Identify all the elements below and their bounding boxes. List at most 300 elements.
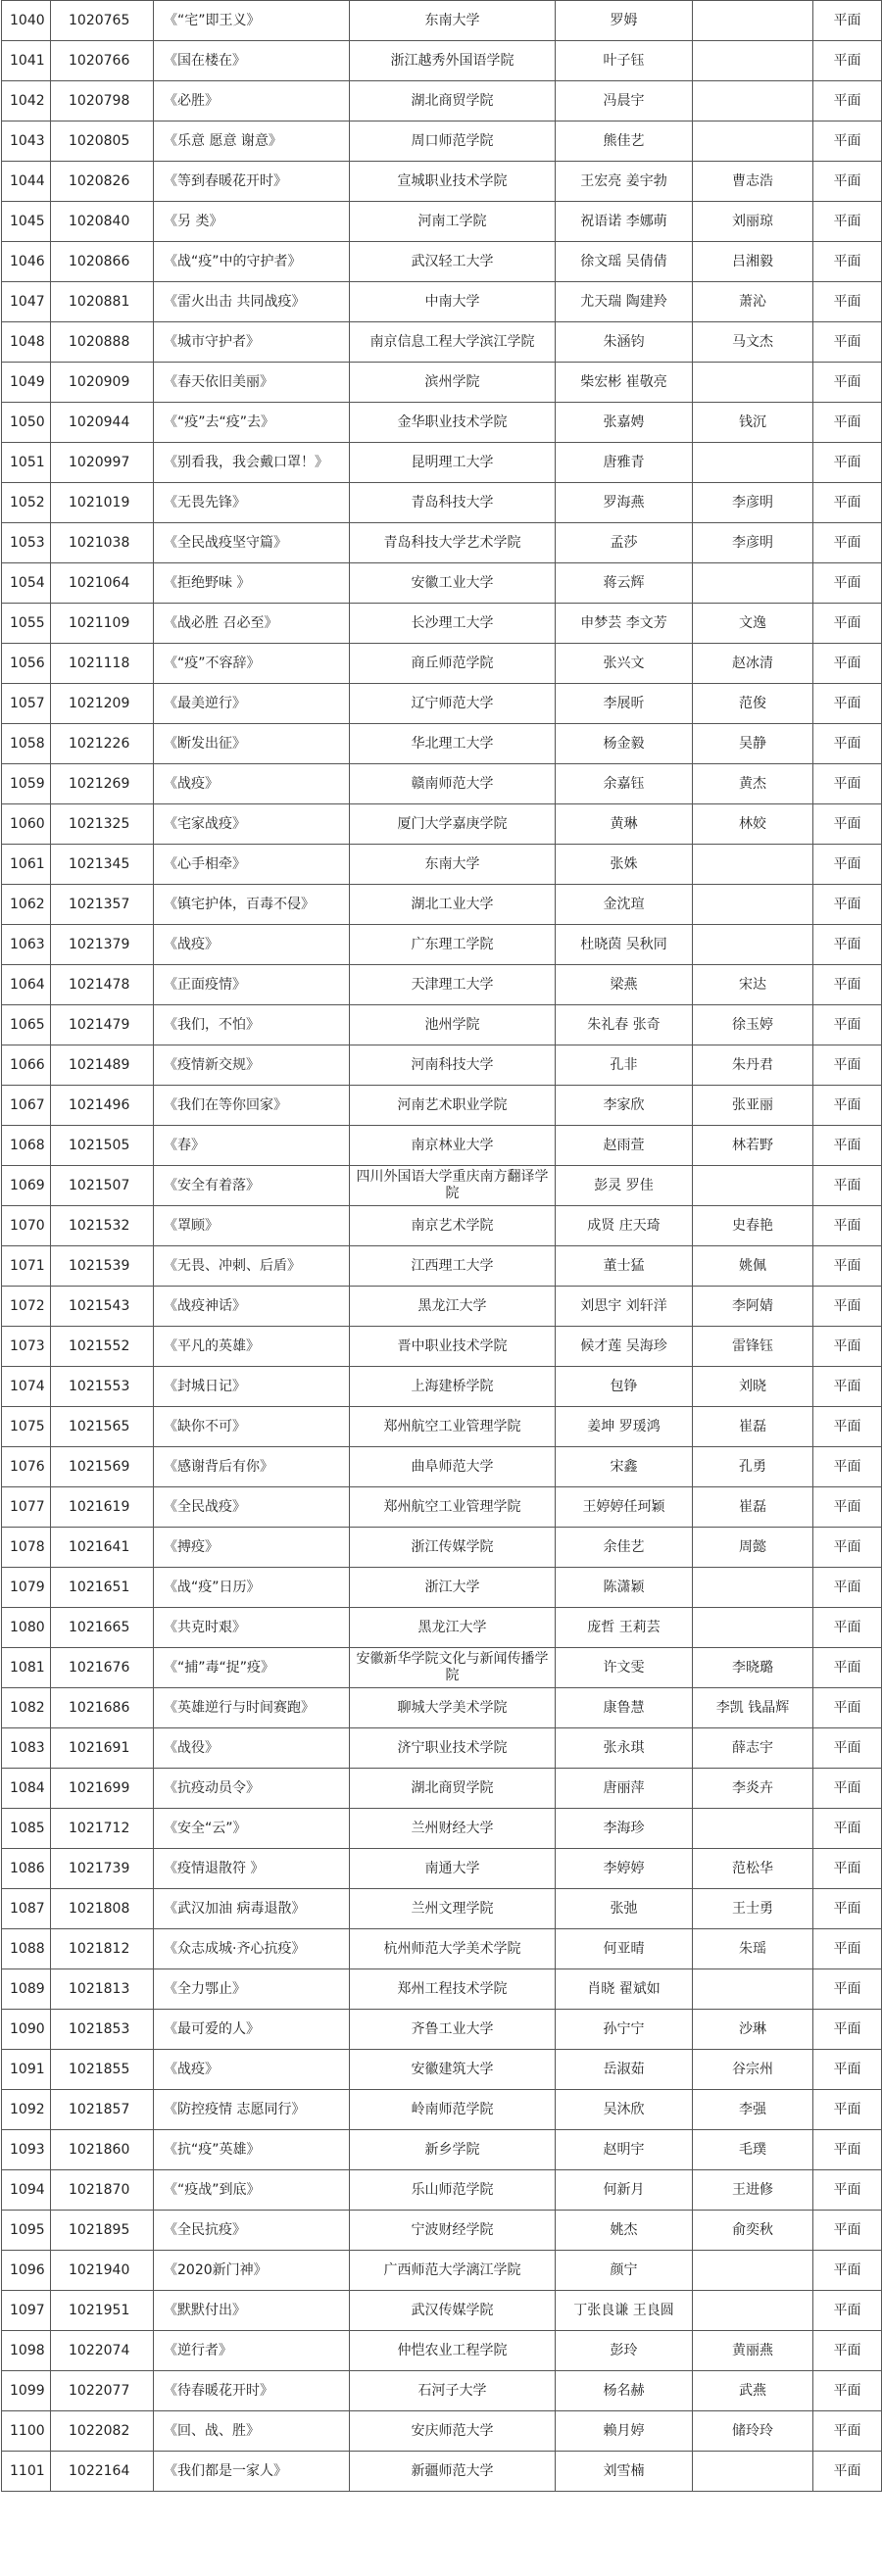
award-table [1, 0, 882, 2492]
cell-school: 乐山师范学院 [350, 2170, 556, 2211]
table-row [2, 1367, 882, 1407]
cell-advisor [693, 81, 813, 122]
cell-author: 包铮 [556, 1367, 693, 1407]
cell-idx: 1082 [2, 1688, 51, 1728]
cell-category: 平面 [813, 282, 882, 322]
cell-ttl: 《回、战、胜》 [154, 2411, 350, 2452]
cell-category: 平面 [813, 1005, 882, 1045]
cell-author: 孟莎 [556, 523, 693, 563]
table-row [2, 1929, 882, 1969]
cell-advisor [693, 1809, 813, 1849]
cell-code: 1021539 [51, 1246, 154, 1287]
cell-category: 平面 [813, 644, 882, 684]
cell-code: 1021209 [51, 684, 154, 724]
cell-category: 平面 [813, 1166, 882, 1206]
cell-ttl: 《最美逆行》 [154, 684, 350, 724]
cell-idx: 1096 [2, 2251, 51, 2291]
cell-school: 东南大学 [350, 1, 556, 41]
cell-category: 平面 [813, 403, 882, 443]
cell-category: 平面 [813, 604, 882, 644]
cell-idx: 1050 [2, 403, 51, 443]
table-row [2, 2170, 882, 2211]
cell-ttl: 《抗疫动员令》 [154, 1769, 350, 1809]
cell-code: 1021808 [51, 1889, 154, 1929]
cell-author: 张嘉娉 [556, 403, 693, 443]
table-row [2, 1769, 882, 1809]
cell-advisor: 吕湘毅 [693, 242, 813, 282]
cell-school: 安徽工业大学 [350, 563, 556, 604]
cell-ttl: 《断发出征》 [154, 724, 350, 764]
cell-code: 1020888 [51, 322, 154, 363]
cell-ttl: 《战役》 [154, 1728, 350, 1769]
cell-code: 1021619 [51, 1487, 154, 1528]
table-row [2, 1, 882, 41]
cell-advisor: 朱丹君 [693, 1045, 813, 1086]
cell-category: 平面 [813, 2452, 882, 2492]
cell-advisor: 王进修 [693, 2170, 813, 2211]
cell-category: 平面 [813, 1246, 882, 1287]
cell-author: 许文雯 [556, 1648, 693, 1688]
cell-advisor [693, 1969, 813, 2010]
cell-advisor: 黄杰 [693, 764, 813, 804]
cell-code: 1021479 [51, 1005, 154, 1045]
cell-author: 杨名赫 [556, 2371, 693, 2411]
cell-ttl: 《安全“云”》 [154, 1809, 350, 1849]
cell-idx: 1071 [2, 1246, 51, 1287]
cell-category: 平面 [813, 443, 882, 483]
cell-school: 宁波财经学院 [350, 2211, 556, 2251]
cell-category: 平面 [813, 2090, 882, 2130]
cell-ttl: 《防控疫情 志愿同行》 [154, 2090, 350, 2130]
cell-school: 河南科技大学 [350, 1045, 556, 1086]
cell-author: 杨金毅 [556, 724, 693, 764]
cell-school: 青岛科技大学艺术学院 [350, 523, 556, 563]
cell-code: 1021855 [51, 2050, 154, 2090]
cell-idx: 1064 [2, 965, 51, 1005]
cell-idx: 1070 [2, 1206, 51, 1246]
cell-code: 1021543 [51, 1287, 154, 1327]
cell-author: 熊佳艺 [556, 122, 693, 162]
cell-code: 1021038 [51, 523, 154, 563]
cell-idx: 1051 [2, 443, 51, 483]
cell-code: 1021552 [51, 1327, 154, 1367]
cell-advisor: 孔勇 [693, 1447, 813, 1487]
cell-school: 郑州航空工业管理学院 [350, 1487, 556, 1528]
cell-ttl: 《宅家战疫》 [154, 804, 350, 845]
cell-advisor: 王士勇 [693, 1889, 813, 1929]
cell-advisor: 刘晓 [693, 1367, 813, 1407]
cell-category: 平面 [813, 1206, 882, 1246]
cell-idx: 1080 [2, 1608, 51, 1648]
cell-ttl: 《乐意 愿意 谢意》 [154, 122, 350, 162]
cell-advisor: 吴静 [693, 724, 813, 764]
cell-code: 1020840 [51, 202, 154, 242]
cell-author: 罗海燕 [556, 483, 693, 523]
cell-author: 朱礼春 张奇 [556, 1005, 693, 1045]
cell-author: 陈潇颖 [556, 1568, 693, 1608]
table-row [2, 1889, 882, 1929]
table-row [2, 804, 882, 845]
cell-school: 安庆师范大学 [350, 2411, 556, 2452]
cell-category: 平面 [813, 1648, 882, 1688]
table-row [2, 242, 882, 282]
cell-author: 庞哲 王莉芸 [556, 1608, 693, 1648]
cell-school: 东南大学 [350, 845, 556, 885]
cell-school: 湖北工业大学 [350, 885, 556, 925]
cell-code: 1020826 [51, 162, 154, 202]
cell-ttl: 《战必胜 召必至》 [154, 604, 350, 644]
cell-advisor [693, 443, 813, 483]
cell-author: 何新月 [556, 2170, 693, 2211]
table-row [2, 81, 882, 122]
cell-advisor: 马文杰 [693, 322, 813, 363]
cell-ttl: 《“疫战”到底》 [154, 2170, 350, 2211]
cell-author: 尤天瑞 陶建羚 [556, 282, 693, 322]
cell-code: 1021860 [51, 2130, 154, 2170]
cell-idx: 1052 [2, 483, 51, 523]
table-row [2, 1126, 882, 1166]
cell-author: 彭灵 罗佳 [556, 1166, 693, 1206]
cell-category: 平面 [813, 1287, 882, 1327]
cell-advisor: 崔磊 [693, 1407, 813, 1447]
cell-school: 兰州财经大学 [350, 1809, 556, 1849]
cell-ttl: 《逆行者》 [154, 2331, 350, 2371]
cell-advisor: 雷锋钰 [693, 1327, 813, 1367]
table-row [2, 2090, 882, 2130]
cell-category: 平面 [813, 1809, 882, 1849]
cell-advisor [693, 1608, 813, 1648]
cell-idx: 1056 [2, 644, 51, 684]
cell-idx: 1083 [2, 1728, 51, 1769]
cell-code: 1022164 [51, 2452, 154, 2492]
cell-code: 1021379 [51, 925, 154, 965]
cell-author: 梁燕 [556, 965, 693, 1005]
cell-school: 辽宁师范大学 [350, 684, 556, 724]
cell-advisor: 林姣 [693, 804, 813, 845]
table-row [2, 2452, 882, 2492]
cell-school: 河南艺术职业学院 [350, 1086, 556, 1126]
cell-school: 武汉传媒学院 [350, 2291, 556, 2331]
cell-idx: 1063 [2, 925, 51, 965]
table-row [2, 885, 882, 925]
cell-ttl: 《全民战疫》 [154, 1487, 350, 1528]
cell-category: 平面 [813, 202, 882, 242]
cell-category: 平面 [813, 41, 882, 81]
cell-school: 厦门大学嘉庚学院 [350, 804, 556, 845]
cell-code: 1021712 [51, 1809, 154, 1849]
cell-code: 1021853 [51, 2010, 154, 2050]
cell-school: 河南工学院 [350, 202, 556, 242]
cell-idx: 1089 [2, 1969, 51, 2010]
cell-ttl: 《心手相牵》 [154, 845, 350, 885]
cell-school: 湖北商贸学院 [350, 1769, 556, 1809]
cell-author: 李婷婷 [556, 1849, 693, 1889]
cell-ttl: 《感谢背后有你》 [154, 1447, 350, 1487]
cell-idx: 1062 [2, 885, 51, 925]
cell-author: 董士猛 [556, 1246, 693, 1287]
cell-advisor: 林若野 [693, 1126, 813, 1166]
cell-idx: 1055 [2, 604, 51, 644]
cell-code: 1020881 [51, 282, 154, 322]
cell-author: 丁张良谦 王良圆 [556, 2291, 693, 2331]
cell-ttl: 《“宅”即王义》 [154, 1, 350, 41]
table-row [2, 2130, 882, 2170]
table-row [2, 604, 882, 644]
cell-school: 南京信息工程大学滨江学院 [350, 322, 556, 363]
cell-advisor: 薛志宇 [693, 1728, 813, 1769]
cell-school: 曲阜师范大学 [350, 1447, 556, 1487]
cell-code: 1021812 [51, 1929, 154, 1969]
cell-author: 王宏亮 姜宇勃 [556, 162, 693, 202]
cell-idx: 1067 [2, 1086, 51, 1126]
cell-author: 黄琳 [556, 804, 693, 845]
cell-idx: 1054 [2, 563, 51, 604]
cell-advisor: 萧沁 [693, 282, 813, 322]
cell-ttl: 《全民战疫坚守篇》 [154, 523, 350, 563]
cell-code: 1020944 [51, 403, 154, 443]
cell-idx: 1079 [2, 1568, 51, 1608]
table-row [2, 1568, 882, 1608]
cell-author: 申梦芸 李文芳 [556, 604, 693, 644]
cell-advisor [693, 1568, 813, 1608]
cell-school: 上海建桥学院 [350, 1367, 556, 1407]
cell-idx: 1059 [2, 764, 51, 804]
cell-category: 平面 [813, 764, 882, 804]
cell-category: 平面 [813, 1045, 882, 1086]
cell-idx: 1077 [2, 1487, 51, 1528]
cell-idx: 1042 [2, 81, 51, 122]
cell-ttl: 《战“疫”中的守护者》 [154, 242, 350, 282]
cell-code: 1021553 [51, 1367, 154, 1407]
cell-school: 南京艺术学院 [350, 1206, 556, 1246]
table-row [2, 2291, 882, 2331]
cell-author: 朱涵钧 [556, 322, 693, 363]
cell-ttl: 《必胜》 [154, 81, 350, 122]
cell-author: 肖晓 翟斌如 [556, 1969, 693, 2010]
cell-advisor [693, 925, 813, 965]
table-row [2, 282, 882, 322]
cell-idx: 1073 [2, 1327, 51, 1367]
cell-advisor [693, 363, 813, 403]
cell-author: 刘思宇 刘轩洋 [556, 1287, 693, 1327]
cell-school: 聊城大学美术学院 [350, 1688, 556, 1728]
cell-category: 平面 [813, 242, 882, 282]
cell-code: 1021109 [51, 604, 154, 644]
cell-idx: 1060 [2, 804, 51, 845]
cell-school: 杭州师范大学美术学院 [350, 1929, 556, 1969]
cell-category: 平面 [813, 1688, 882, 1728]
cell-ttl: 《无畏、冲刺、后盾》 [154, 1246, 350, 1287]
cell-advisor: 毛璞 [693, 2130, 813, 2170]
cell-advisor: 姚佩 [693, 1246, 813, 1287]
cell-author: 祝语诺 李娜萌 [556, 202, 693, 242]
cell-ttl: 《战疫》 [154, 925, 350, 965]
table-row [2, 2371, 882, 2411]
cell-author: 孔非 [556, 1045, 693, 1086]
cell-author: 李家欣 [556, 1086, 693, 1126]
cell-idx: 1090 [2, 2010, 51, 2050]
cell-ttl: 《“疫”不容辞》 [154, 644, 350, 684]
cell-category: 平面 [813, 2291, 882, 2331]
table-row [2, 845, 882, 885]
cell-category: 平面 [813, 2130, 882, 2170]
cell-category: 平面 [813, 845, 882, 885]
cell-ttl: 《我们在等你回家》 [154, 1086, 350, 1126]
cell-author: 刘雪楠 [556, 2452, 693, 2492]
cell-category: 平面 [813, 1327, 882, 1367]
cell-category: 平面 [813, 1086, 882, 1126]
cell-idx: 1098 [2, 2331, 51, 2371]
table-row [2, 1648, 882, 1688]
table-row [2, 2211, 882, 2251]
cell-idx: 1053 [2, 523, 51, 563]
cell-idx: 1091 [2, 2050, 51, 2090]
cell-ttl: 《武汉加油 病毒退散》 [154, 1889, 350, 1929]
cell-school: 青岛科技大学 [350, 483, 556, 523]
cell-code: 1021651 [51, 1568, 154, 1608]
table-row [2, 1688, 882, 1728]
table-row [2, 443, 882, 483]
cell-author: 候才莲 吴海珍 [556, 1327, 693, 1367]
table-row [2, 1246, 882, 1287]
cell-ttl: 《别看我，我会戴口罩！》 [154, 443, 350, 483]
cell-advisor: 沙琳 [693, 2010, 813, 2050]
cell-category: 平面 [813, 804, 882, 845]
cell-code: 1021565 [51, 1407, 154, 1447]
cell-advisor: 张亚丽 [693, 1086, 813, 1126]
cell-school: 黑龙江大学 [350, 1608, 556, 1648]
cell-school: 齐鲁工业大学 [350, 2010, 556, 2050]
cell-ttl: 《等到春暖花开时》 [154, 162, 350, 202]
cell-ttl: 《雷火出击 共同战疫》 [154, 282, 350, 322]
table-row [2, 162, 882, 202]
table-row [2, 925, 882, 965]
cell-code: 1022082 [51, 2411, 154, 2452]
cell-idx: 1101 [2, 2452, 51, 2492]
cell-author: 孙宁宁 [556, 2010, 693, 2050]
cell-idx: 1087 [2, 1889, 51, 1929]
cell-category: 平面 [813, 322, 882, 363]
cell-author: 金沈瑄 [556, 885, 693, 925]
cell-author: 杜晓茵 吴秋同 [556, 925, 693, 965]
cell-idx: 1095 [2, 2211, 51, 2251]
table-row [2, 563, 882, 604]
table-body [2, 1, 882, 2492]
cell-ttl: 《全民抗疫》 [154, 2211, 350, 2251]
cell-category: 平面 [813, 724, 882, 764]
cell-author: 张姝 [556, 845, 693, 885]
cell-school: 池州学院 [350, 1005, 556, 1045]
cell-author: 柴宏彬 崔敬亮 [556, 363, 693, 403]
table-row [2, 1969, 882, 2010]
cell-school: 江西理工大学 [350, 1246, 556, 1287]
cell-category: 平面 [813, 1528, 882, 1568]
cell-category: 平面 [813, 1447, 882, 1487]
cell-code: 1021019 [51, 483, 154, 523]
cell-school: 郑州工程技术学院 [350, 1969, 556, 2010]
table-row [2, 1487, 882, 1528]
cell-ttl: 《“捕”毒“捉”疫》 [154, 1648, 350, 1688]
table-row [2, 363, 882, 403]
cell-idx: 1094 [2, 2170, 51, 2211]
cell-ttl: 《正面疫情》 [154, 965, 350, 1005]
table-row [2, 1608, 882, 1648]
cell-author: 岳淑茹 [556, 2050, 693, 2090]
cell-category: 平面 [813, 684, 882, 724]
cell-advisor: 宋达 [693, 965, 813, 1005]
cell-ttl: 《国在楼在》 [154, 41, 350, 81]
cell-idx: 1048 [2, 322, 51, 363]
cell-idx: 1057 [2, 684, 51, 724]
cell-category: 平面 [813, 563, 882, 604]
cell-school: 金华职业技术学院 [350, 403, 556, 443]
cell-author: 徐文瑶 吴倩倩 [556, 242, 693, 282]
cell-author: 唐雅青 [556, 443, 693, 483]
cell-code: 1021951 [51, 2291, 154, 2331]
cell-category: 平面 [813, 1568, 882, 1608]
cell-school: 黑龙江大学 [350, 1287, 556, 1327]
cell-school: 华北理工大学 [350, 724, 556, 764]
cell-code: 1021691 [51, 1728, 154, 1769]
cell-school: 周口师范学院 [350, 122, 556, 162]
cell-code: 1021686 [51, 1688, 154, 1728]
cell-category: 平面 [813, 2251, 882, 2291]
cell-ttl: 《战疫神话》 [154, 1287, 350, 1327]
cell-author: 叶子钰 [556, 41, 693, 81]
cell-advisor: 崔磊 [693, 1487, 813, 1528]
cell-author: 蒋云辉 [556, 563, 693, 604]
table-row [2, 644, 882, 684]
table-row [2, 684, 882, 724]
cell-author: 李海珍 [556, 1809, 693, 1849]
cell-school: 赣南师范大学 [350, 764, 556, 804]
cell-idx: 1078 [2, 1528, 51, 1568]
cell-advisor [693, 2291, 813, 2331]
cell-idx: 1086 [2, 1849, 51, 1889]
cell-school: 岭南师范学院 [350, 2090, 556, 2130]
cell-advisor [693, 1166, 813, 1206]
cell-idx: 1076 [2, 1447, 51, 1487]
cell-ttl: 《疫情新交规》 [154, 1045, 350, 1086]
cell-idx: 1066 [2, 1045, 51, 1086]
cell-category: 平面 [813, 1769, 882, 1809]
cell-category: 平面 [813, 885, 882, 925]
cell-school: 济宁职业技术学院 [350, 1728, 556, 1769]
cell-advisor: 武燕 [693, 2371, 813, 2411]
cell-advisor [693, 563, 813, 604]
cell-ttl: 《疫情退散符 》 [154, 1849, 350, 1889]
cell-school: 仲恺农业工程学院 [350, 2331, 556, 2371]
cell-advisor: 徐玉婷 [693, 1005, 813, 1045]
table-row [2, 2411, 882, 2452]
cell-code: 1021505 [51, 1126, 154, 1166]
cell-school: 中南大学 [350, 282, 556, 322]
cell-code: 1021895 [51, 2211, 154, 2251]
cell-idx: 1047 [2, 282, 51, 322]
cell-category: 平面 [813, 1969, 882, 2010]
cell-code: 1021345 [51, 845, 154, 885]
cell-ttl: 《最可爱的人》 [154, 2010, 350, 2050]
cell-code: 1021940 [51, 2251, 154, 2291]
cell-school: 广西师范大学漓江学院 [350, 2251, 556, 2291]
cell-idx: 1097 [2, 2291, 51, 2331]
cell-advisor: 范俊 [693, 684, 813, 724]
table-row [2, 322, 882, 363]
table-row [2, 1849, 882, 1889]
cell-idx: 1061 [2, 845, 51, 885]
cell-code: 1021064 [51, 563, 154, 604]
cell-ttl: 《战疫》 [154, 764, 350, 804]
